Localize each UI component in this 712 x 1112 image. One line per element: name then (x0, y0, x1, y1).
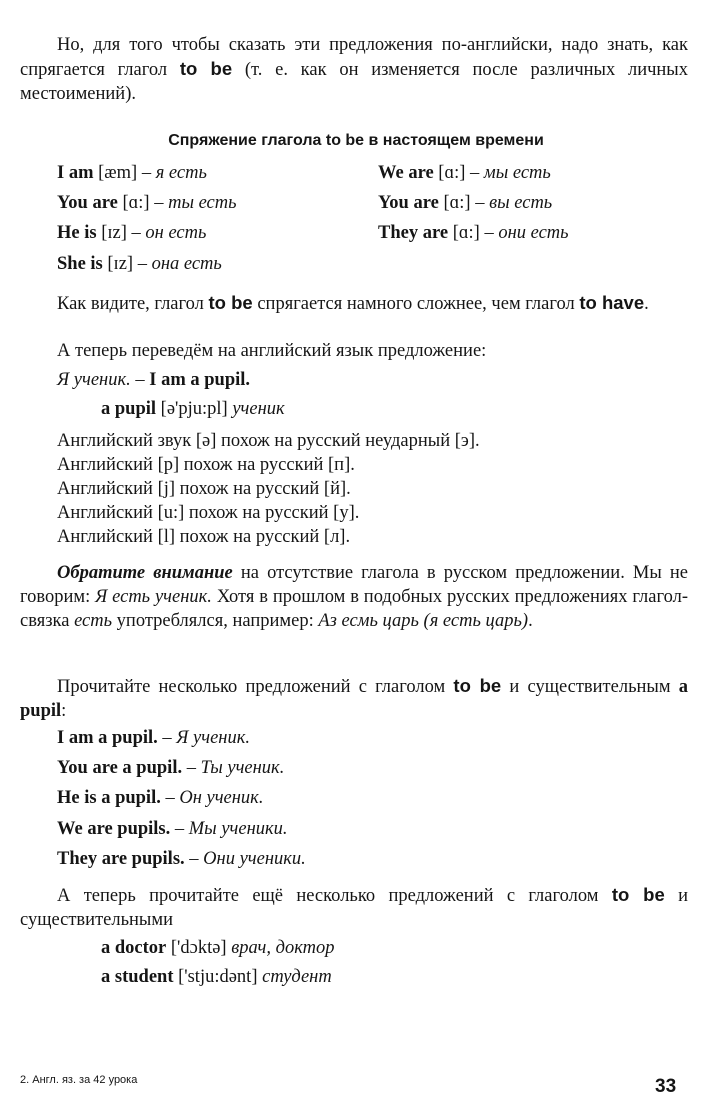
conjugation-heading: Спряжение глагола to be в настоящем времени (168, 132, 544, 149)
example-sentence: They are pupils. – Они ученики. (57, 849, 306, 869)
conjugation-row: I am [æm] – я есть (57, 163, 207, 183)
sound-rule: Английский звук [ə] похож на русский неударный [э]. (57, 431, 480, 451)
example-sentence: You are a pupil. – Ты ученик. (57, 758, 285, 778)
vocab-pupil: a pupil [ə'pju:pl] ученик (101, 399, 285, 419)
translate-example: Я ученик. – I am a pupil. (57, 370, 251, 390)
conjugation-row: You are [ɑ:] – ты есть (57, 193, 237, 213)
read-paragraph-2: А теперь прочитайте ещё несколько предложений с глаголом to be и существительными (20, 884, 689, 930)
footer-note: 2. Англ. яз. за 42 урока (20, 1074, 138, 1086)
conjugation-row: We are [ɑ:] – мы есть (378, 163, 551, 183)
sound-rule: Английский [u:] похож на русский [у]. (57, 503, 360, 523)
intro-tobe: to be (179, 58, 233, 79)
sound-rule: Английский [l] похож на русский [л]. (57, 527, 351, 547)
vocab-item: a doctor ['dɔktə] врач, доктор (101, 938, 335, 958)
attention-paragraph: Обратите внимание на отсутствие глагола в русском предложении. Мы не говорим: Я есть ученик. Хотя в прошлом в подобных русских предложениях глагол-связка есть употреблялся, например: Аз есмь царь (я есть царь). (20, 563, 689, 631)
comparison-paragraph: Как видите, глагол to be спрягается намного сложнее, чем глагол to have. (57, 292, 649, 314)
page-number: 33 (655, 1076, 677, 1097)
conjugation-row: She is [ɪz] – она есть (57, 254, 222, 274)
conjugation-row: He is [ɪz] – он есть (57, 223, 207, 243)
intro-text-rest: (т. е. как он изменяется после различных личных местоимений). (20, 60, 688, 104)
intro-text: Но, для того чтобы сказать эти предложения по-английски, надо знать, как спрягается глагол (20, 35, 688, 80)
example-sentence: He is a pupil. – Он ученик. (57, 788, 264, 808)
vocab-item: a student ['stju:dənt] студент (101, 967, 332, 987)
translate-intro: А теперь переведём на английский язык предложение: (57, 341, 487, 361)
sound-rule: Английский [p] похож на русский [п]. (57, 455, 355, 475)
intro-paragraph (20, 33, 688, 106)
example-sentence: I am a pupil. – Я ученик. (57, 728, 251, 748)
conjugation-row: You are [ɑ:] – вы есть (378, 193, 553, 213)
sound-rule: Английский [j] похож на русский [й]. (57, 479, 351, 499)
conjugation-row: They are [ɑ:] – они есть (378, 223, 569, 243)
read-paragraph-1: Прочитайте несколько предложений с глаголом to be и существительным a pupil: (20, 675, 689, 721)
example-sentence: We are pupils. – Мы ученики. (57, 819, 288, 839)
